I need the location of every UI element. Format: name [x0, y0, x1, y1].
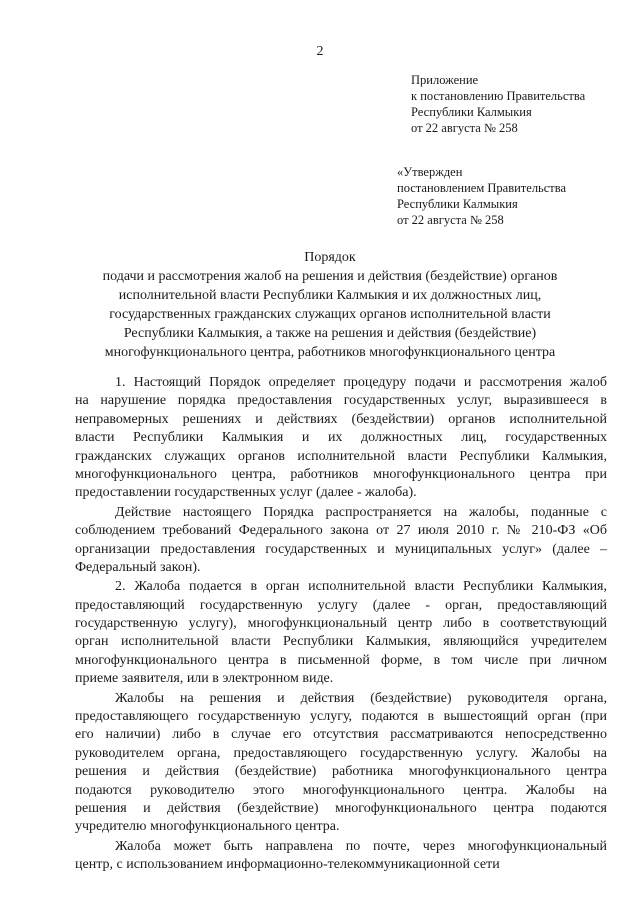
- approved-stamp-line: «Утвержден: [397, 165, 463, 179]
- appendix-stamp-line: от 22 августа № 258: [411, 121, 518, 135]
- paragraph-line: многофункционального центра в письменной форме, в том числе при личном: [75, 652, 607, 668]
- paragraph-line: многофункционального центра, работников многофункционального центра при: [75, 466, 607, 482]
- appendix-stamp-line: Приложение: [411, 73, 479, 87]
- paragraph-line: соблюдением требований Федерального закона от 27 июля 2010 г. № 210-ФЗ «Об: [75, 523, 607, 539]
- title-line: многофункционального центра, работников многофункционального центра: [104, 345, 556, 360]
- title-line: подачи и рассмотрения жалоб на решения и действия (бездействие) органов: [102, 269, 558, 284]
- paragraph-line: на нарушение порядка предоставления государственных услуг, выразившееся в: [75, 393, 607, 409]
- paragraph-line: предоставляющий государственную услугу (далее - орган, предоставляющий: [75, 597, 607, 613]
- document-title: [60, 248, 600, 362]
- approved-stamp-line: Республики Калмыкия: [397, 197, 518, 211]
- paragraph-line: неправомерных решениях и действиях (бездействии) органов исполнительной: [75, 411, 607, 427]
- paragraph-line: Жалобы на решения и действия (бездействие) руководителя органа,: [115, 690, 607, 706]
- paragraph-line: приеме заявителя, или в электронном виде.: [75, 671, 334, 687]
- paragraph: [75, 578, 607, 688]
- paragraph-line: учредителю многофункционального центра.: [75, 819, 340, 835]
- appendix-stamp: [411, 72, 585, 136]
- approved-stamp-line: постановлением Правительства: [397, 181, 567, 195]
- paragraph-line: подаются руководителю этого многофункционального центра. Жалобы на: [75, 782, 607, 798]
- appendix-stamp-line: к постановлению Правительства: [411, 89, 586, 103]
- paragraph-line: Действие настоящего Порядка распространяется на жалобы, поданные с: [115, 504, 607, 520]
- paragraph-line: предоставляющего государственную услугу, подаются в вышестоящий орган (при: [75, 709, 607, 725]
- paragraph-line: власти Республики Калмыкия и их должностных лиц, государственных: [75, 430, 607, 446]
- paragraph: [75, 690, 607, 837]
- paragraph: [75, 838, 607, 875]
- paragraph-line: 2. Жалоба подается в орган исполнительной власти Республики Калмыкия,: [115, 579, 607, 595]
- paragraph-line: решения и действия (бездействие) работника многофункционального центра: [75, 764, 607, 780]
- paragraph-line: организации предоставления государственных и муниципальных услуг» (далее –: [75, 541, 607, 557]
- title-line: Республики Калмыкия, а также на решения и действия (бездействие): [123, 326, 537, 341]
- approved-stamp-line: от 22 августа № 258: [397, 213, 504, 227]
- paragraph-line: руководителем органа, предоставляющего государственную услугу. Жалобы на: [75, 745, 607, 761]
- paragraph-line: орган исполнительной власти Республики Калмыкия, являющийся учредителем: [75, 634, 607, 650]
- paragraph-line: предоставлении государственных услуг (далее - жалоба).: [75, 485, 417, 501]
- appendix-stamp-line: Республики Калмыкия: [411, 105, 532, 119]
- paragraph-line: Жалоба может быть направлена по почте, через многофункциональный: [115, 838, 607, 854]
- paragraph: [75, 374, 607, 503]
- paragraph-line: государственную услугу), многофункциональный центр либо в соответствующий: [75, 616, 607, 632]
- page-number: 2: [316, 44, 324, 59]
- paragraph-line: его наличии) либо в случае его отсутствия рассматриваются непосредственно: [75, 727, 607, 743]
- title-line: исполнительной власти Республики Калмыкия и их должностных лиц,: [118, 288, 542, 303]
- paragraph-line: гражданских служащих органов исполнительной власти Республики Калмыкия,: [75, 448, 607, 464]
- paragraph-line: 1. Настоящий Порядок определяет процедуру подачи и рассмотрения жалоб: [115, 375, 607, 390]
- paragraph-line: решения и действия (бездействие) многофункционального центра подаются: [75, 800, 607, 816]
- paragraph: [75, 504, 607, 578]
- paragraph-line: Федеральный закон).: [75, 559, 201, 575]
- document-body: [75, 374, 607, 876]
- title-line: государственных гражданских служащих органов исполнительной власти: [109, 307, 551, 322]
- approved-stamp: [397, 164, 566, 228]
- title-heading: Порядок: [304, 250, 356, 265]
- paragraph-line: центр, с использованием информационно-телекоммуникационной сети: [75, 857, 500, 873]
